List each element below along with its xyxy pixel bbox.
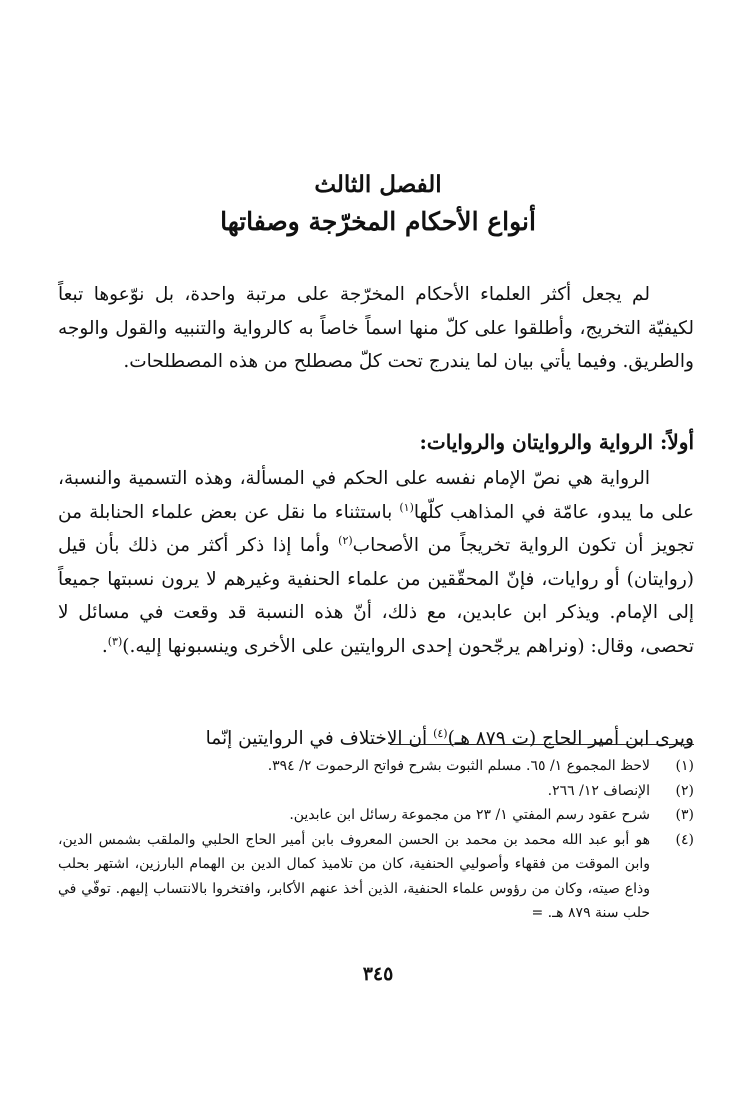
footnote-ref-2[interactable]: (٢) [338, 533, 353, 547]
paragraph-part-1: الرواية هي نصّ الإمام نفسه على الحكم في المسألة، وهذه التسمية والنسبة، على ما يبدو، عامّة في المذاهب كلّها [58, 468, 694, 523]
continuation-part-1: ويرى ابن أمير الحاج (ت ٨٧٩ هـ) [447, 727, 694, 749]
continuation-text [58, 722, 694, 756]
footnote-ref-4[interactable]: (٤) [433, 726, 448, 740]
footnote-number: (٢) [675, 782, 694, 799]
footnote-item [58, 803, 694, 828]
footnote-number: (٣) [675, 807, 694, 823]
footnote-text: الإنصاف ١٢/ ٢٦٦. [547, 782, 650, 799]
footnote-item [58, 779, 694, 804]
intro-text: لم يجعل أكثر العلماء الأحكام المخرّجة على مرتبة واحدة، بل نوّعوها تبعاً لكيفيّة التخريج، وأطلقوا على كلّ منها اسماً خاصاً به كالرواية والتنبيه والقول والوجه والطريق. وفيما يأتي بيان لما يندرج تحت كلّ مصطلح من هذه المصطلحات. [58, 284, 694, 372]
paragraph-part-4: . [101, 635, 108, 657]
footnote-ref-3[interactable]: (٣) [107, 634, 123, 648]
intro-paragraph [58, 278, 694, 379]
chapter-title: أنواع الأحكام المخرّجة وصفاتها [220, 207, 536, 236]
section-paragraph [58, 462, 694, 663]
section-heading: أولاً: الرواية والروايتان والروايات: [419, 430, 694, 454]
page-number: ٣٤٥ [362, 963, 394, 985]
footnote-item [58, 754, 694, 779]
footnote-text: شرح عقود رسم المفتي ١/ ٢٣ من مجموعة رسائل ابن عابدين. [289, 807, 650, 823]
footnote-text: هو أبو عبد الله محمد بن محمد بن الحسن المعروف بابن أمير الحاج الحلبي والملقب بشمس الدين، وابن الموقت من فقهاء وأصوليي الحنفية، كان من تلاميذ كمال الدين بن الهمام البارزين، اشتهر بحلب وذاع صيته، وكان من رؤوس علماء الحنفية، الذين أخذ عنهم الأكابر، وافتخروا بالانتساب إليهم. توفّي في حلب سنة ٨٧٩ هـ. = [58, 831, 650, 921]
footnote-text: لاحظ المجموع ١/ ٦٥. مسلم الثبوت بشرح فواتح الرحموت ٢/ ٣٩٤. [267, 758, 650, 774]
paragraph-part-2: باستثناء ما نقل عن بعض علماء الحنابلة من تجويز أن تكون الرواية تخريجاً من الأصحاب [58, 501, 694, 556]
chapter-label: الفصل الثالث [314, 171, 442, 198]
footnote-number: (٤) [675, 831, 694, 848]
footnote-number: (١) [675, 758, 694, 774]
footnote-divider [390, 744, 694, 745]
footnote-item [58, 828, 694, 926]
paragraph-part-3: وأما إذا ذكر أكثر من ذلك بأن قيل (روايتان) أو روايات، فإنّ المحقّقين من علماء الحنفية وغيرهم لا يرون نسبتها جميعاً إلى الإمام. ويذكر ابن عابدين، مع ذلك، أنّ هذه النسبة قد وقعت في مسائل لا تحصى، وقال: (ونراهم يرجّحون إحدى الروايتين على الأخرى وينسبونها إليه.) [58, 535, 694, 657]
footnote-ref-1[interactable]: (١) [399, 500, 414, 514]
section-text [58, 462, 694, 663]
continuation-part-2: أن الاختلاف في الروايتين إنّما [205, 727, 434, 749]
footnotes [58, 754, 694, 926]
